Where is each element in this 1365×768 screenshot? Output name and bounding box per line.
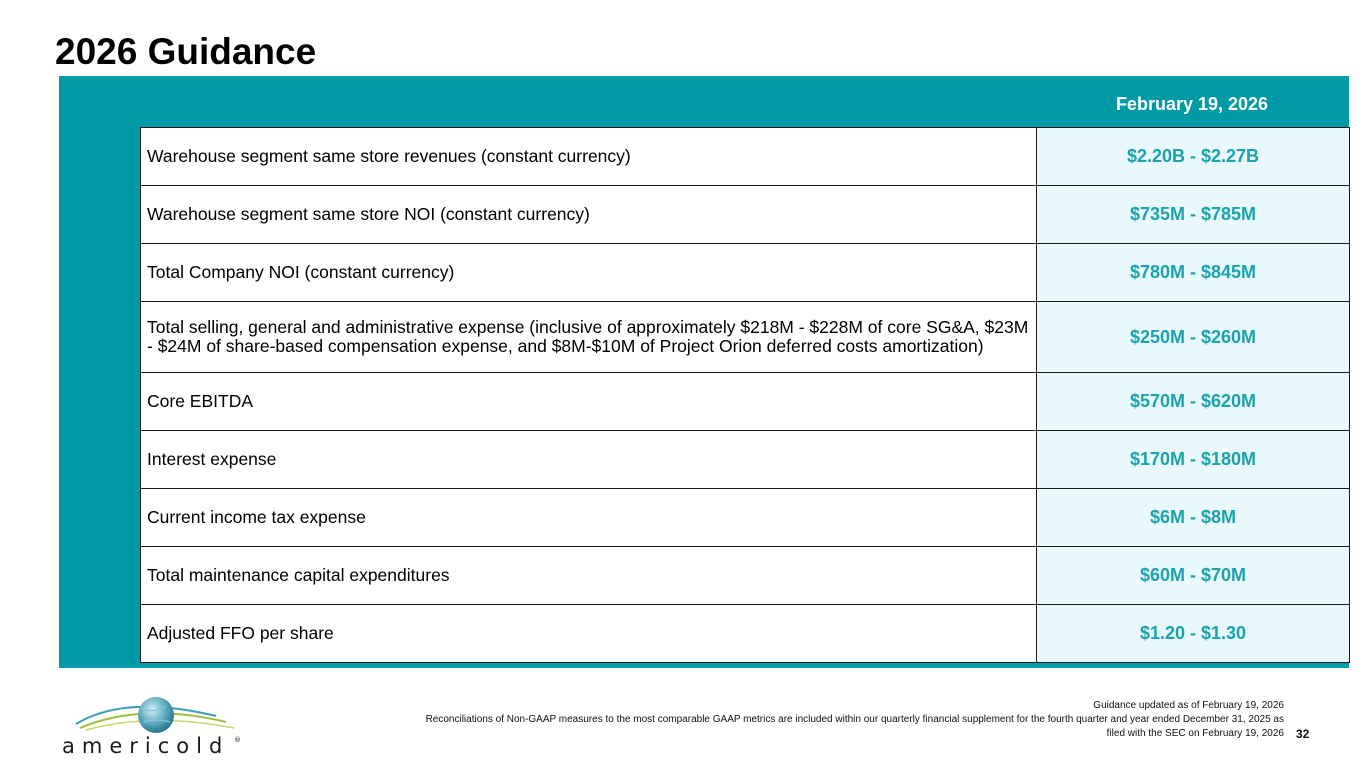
row-value: $570M - $620M: [1037, 373, 1350, 431]
footnote-line-1: Guidance updated as of February 19, 2026: [1093, 700, 1284, 711]
row-label: Total Company NOI (constant currency): [141, 244, 1037, 302]
footnote-line-2: Reconciliations of Non-GAAP measures to the most comparable GAAP metrics are included within our quarterly financial supplement for the fourth quarter and year ended December 31, 2025 as: [425, 714, 1284, 725]
page-number: 32: [1296, 727, 1310, 741]
page-title: 2026 Guidance: [55, 31, 317, 72]
footnote: [426, 699, 1284, 741]
americold-logo: [56, 692, 246, 758]
row-value: $170M - $180M: [1037, 431, 1350, 489]
table-row: [141, 489, 1350, 547]
guidance-table: [140, 127, 1350, 663]
table-row: [141, 547, 1350, 605]
table-row: [141, 605, 1350, 663]
logo-registered-mark: ®: [234, 736, 241, 744]
row-label: Adjusted FFO per share: [141, 605, 1037, 663]
table-row: [141, 128, 1350, 186]
row-value: $250M - $260M: [1037, 302, 1350, 373]
row-value: $60M - $70M: [1037, 547, 1350, 605]
table-row: [141, 244, 1350, 302]
row-value: $735M - $785M: [1037, 186, 1350, 244]
table-row: [141, 186, 1350, 244]
globe-icon: [56, 692, 246, 758]
table-row: [141, 302, 1350, 373]
row-label: Core EBITDA: [141, 373, 1037, 431]
row-label: Interest expense: [141, 431, 1037, 489]
row-label: Warehouse segment same store NOI (constant currency): [141, 186, 1037, 244]
row-label: Warehouse segment same store revenues (constant currency): [141, 128, 1037, 186]
logo-wordmark: americold: [62, 734, 230, 758]
row-value: $780M - $845M: [1037, 244, 1350, 302]
row-label: Total selling, general and administrative expense (inclusive of approximately $218M - $228M of core SG&A, $23M - $24M of share-based compensation expense, and $8M-$10M of Project Orion deferred costs amortization): [141, 302, 1037, 373]
row-value: $1.20 - $1.30: [1037, 605, 1350, 663]
column-header-date: February 19, 2026: [1115, 94, 1269, 114]
table-row: [141, 431, 1350, 489]
row-value: $2.20B - $2.27B: [1037, 128, 1350, 186]
row-label: Current income tax expense: [141, 489, 1037, 547]
row-value: $6M - $8M: [1037, 489, 1350, 547]
row-label: Total maintenance capital expenditures: [141, 547, 1037, 605]
footnote-line-3: filed with the SEC on February 19, 2026: [1106, 728, 1284, 739]
table-row: [141, 373, 1350, 431]
